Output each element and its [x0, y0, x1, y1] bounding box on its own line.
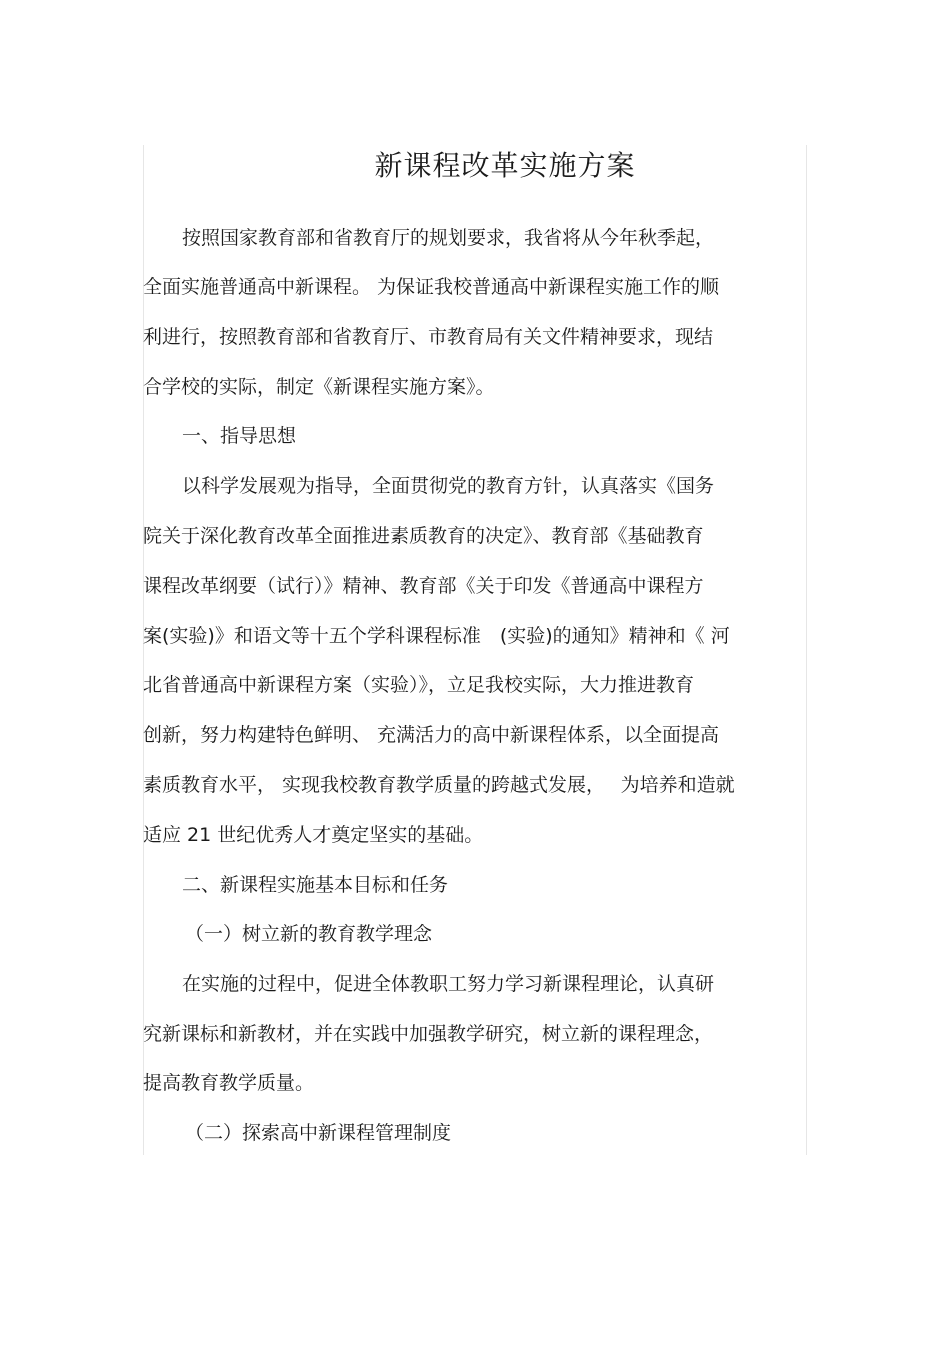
paragraph-line: 在实施的过程中，促进全体教职工努力学习新课程理论，认真研 — [182, 973, 715, 995]
paragraph-line: 究新课标和新教材，并在实践中加强教学研究，树立新的课程理念， — [143, 1023, 714, 1045]
subsection-heading: （二）探索高中新课程管理制度 — [185, 1122, 452, 1144]
paragraph-line: 院关于深化教育改革全面推进素质教育的决定》、教育部《基础教育 — [143, 525, 704, 547]
document-title: 新课程改革实施方案 — [374, 149, 636, 182]
paragraph-line: 课程改革纲要（试行）》精神、教育部《关于印发《普通高中课程方 — [143, 575, 704, 597]
paragraph-line: 素质教育水平， 实现我校教育教学质量的跨越式发展， 为培养和造就 — [143, 774, 735, 796]
paragraph-line: 案(实验)》和语文等十五个学科课程标准 (实验)的通知》精神和《 河 — [143, 625, 730, 647]
paragraph-line: 提高教育教学质量。 — [143, 1072, 315, 1094]
paragraph-line: 按照国家教育部和省教育厅的规划要求，我省将从今年秋季起， — [182, 227, 715, 249]
paragraph-line: 北省普通高中新课程方案（实验）》，立足我校实际，大力推进教育 — [143, 674, 695, 696]
paragraph-line: 创新，努力构建特色鲜明、 充满活力的高中新课程体系，以全面提高 — [143, 724, 720, 746]
paragraph-line: 利进行，按照教育部和省教育厅、市教育局有关文件精神要求，现结 — [143, 326, 714, 348]
subsection-heading: （一）树立新的教育教学理念 — [185, 923, 433, 945]
paragraph-line: 适应 21 世纪优秀人才奠定坚实的基础。 — [143, 824, 484, 846]
paragraph-line: 全面实施普通高中新课程。 为保证我校普通高中新课程实施工作的顺 — [143, 276, 720, 298]
section-heading: 一、指导思想 — [182, 425, 297, 447]
paragraph-line: 以科学发展观为指导，全面贯彻党的教育方针，认真落实《国务 — [182, 475, 715, 497]
section-heading: 二、新课程实施基本目标和任务 — [182, 874, 449, 896]
paragraph-line: 合学校的实际，制定《新课程实施方案》。 — [143, 376, 495, 398]
